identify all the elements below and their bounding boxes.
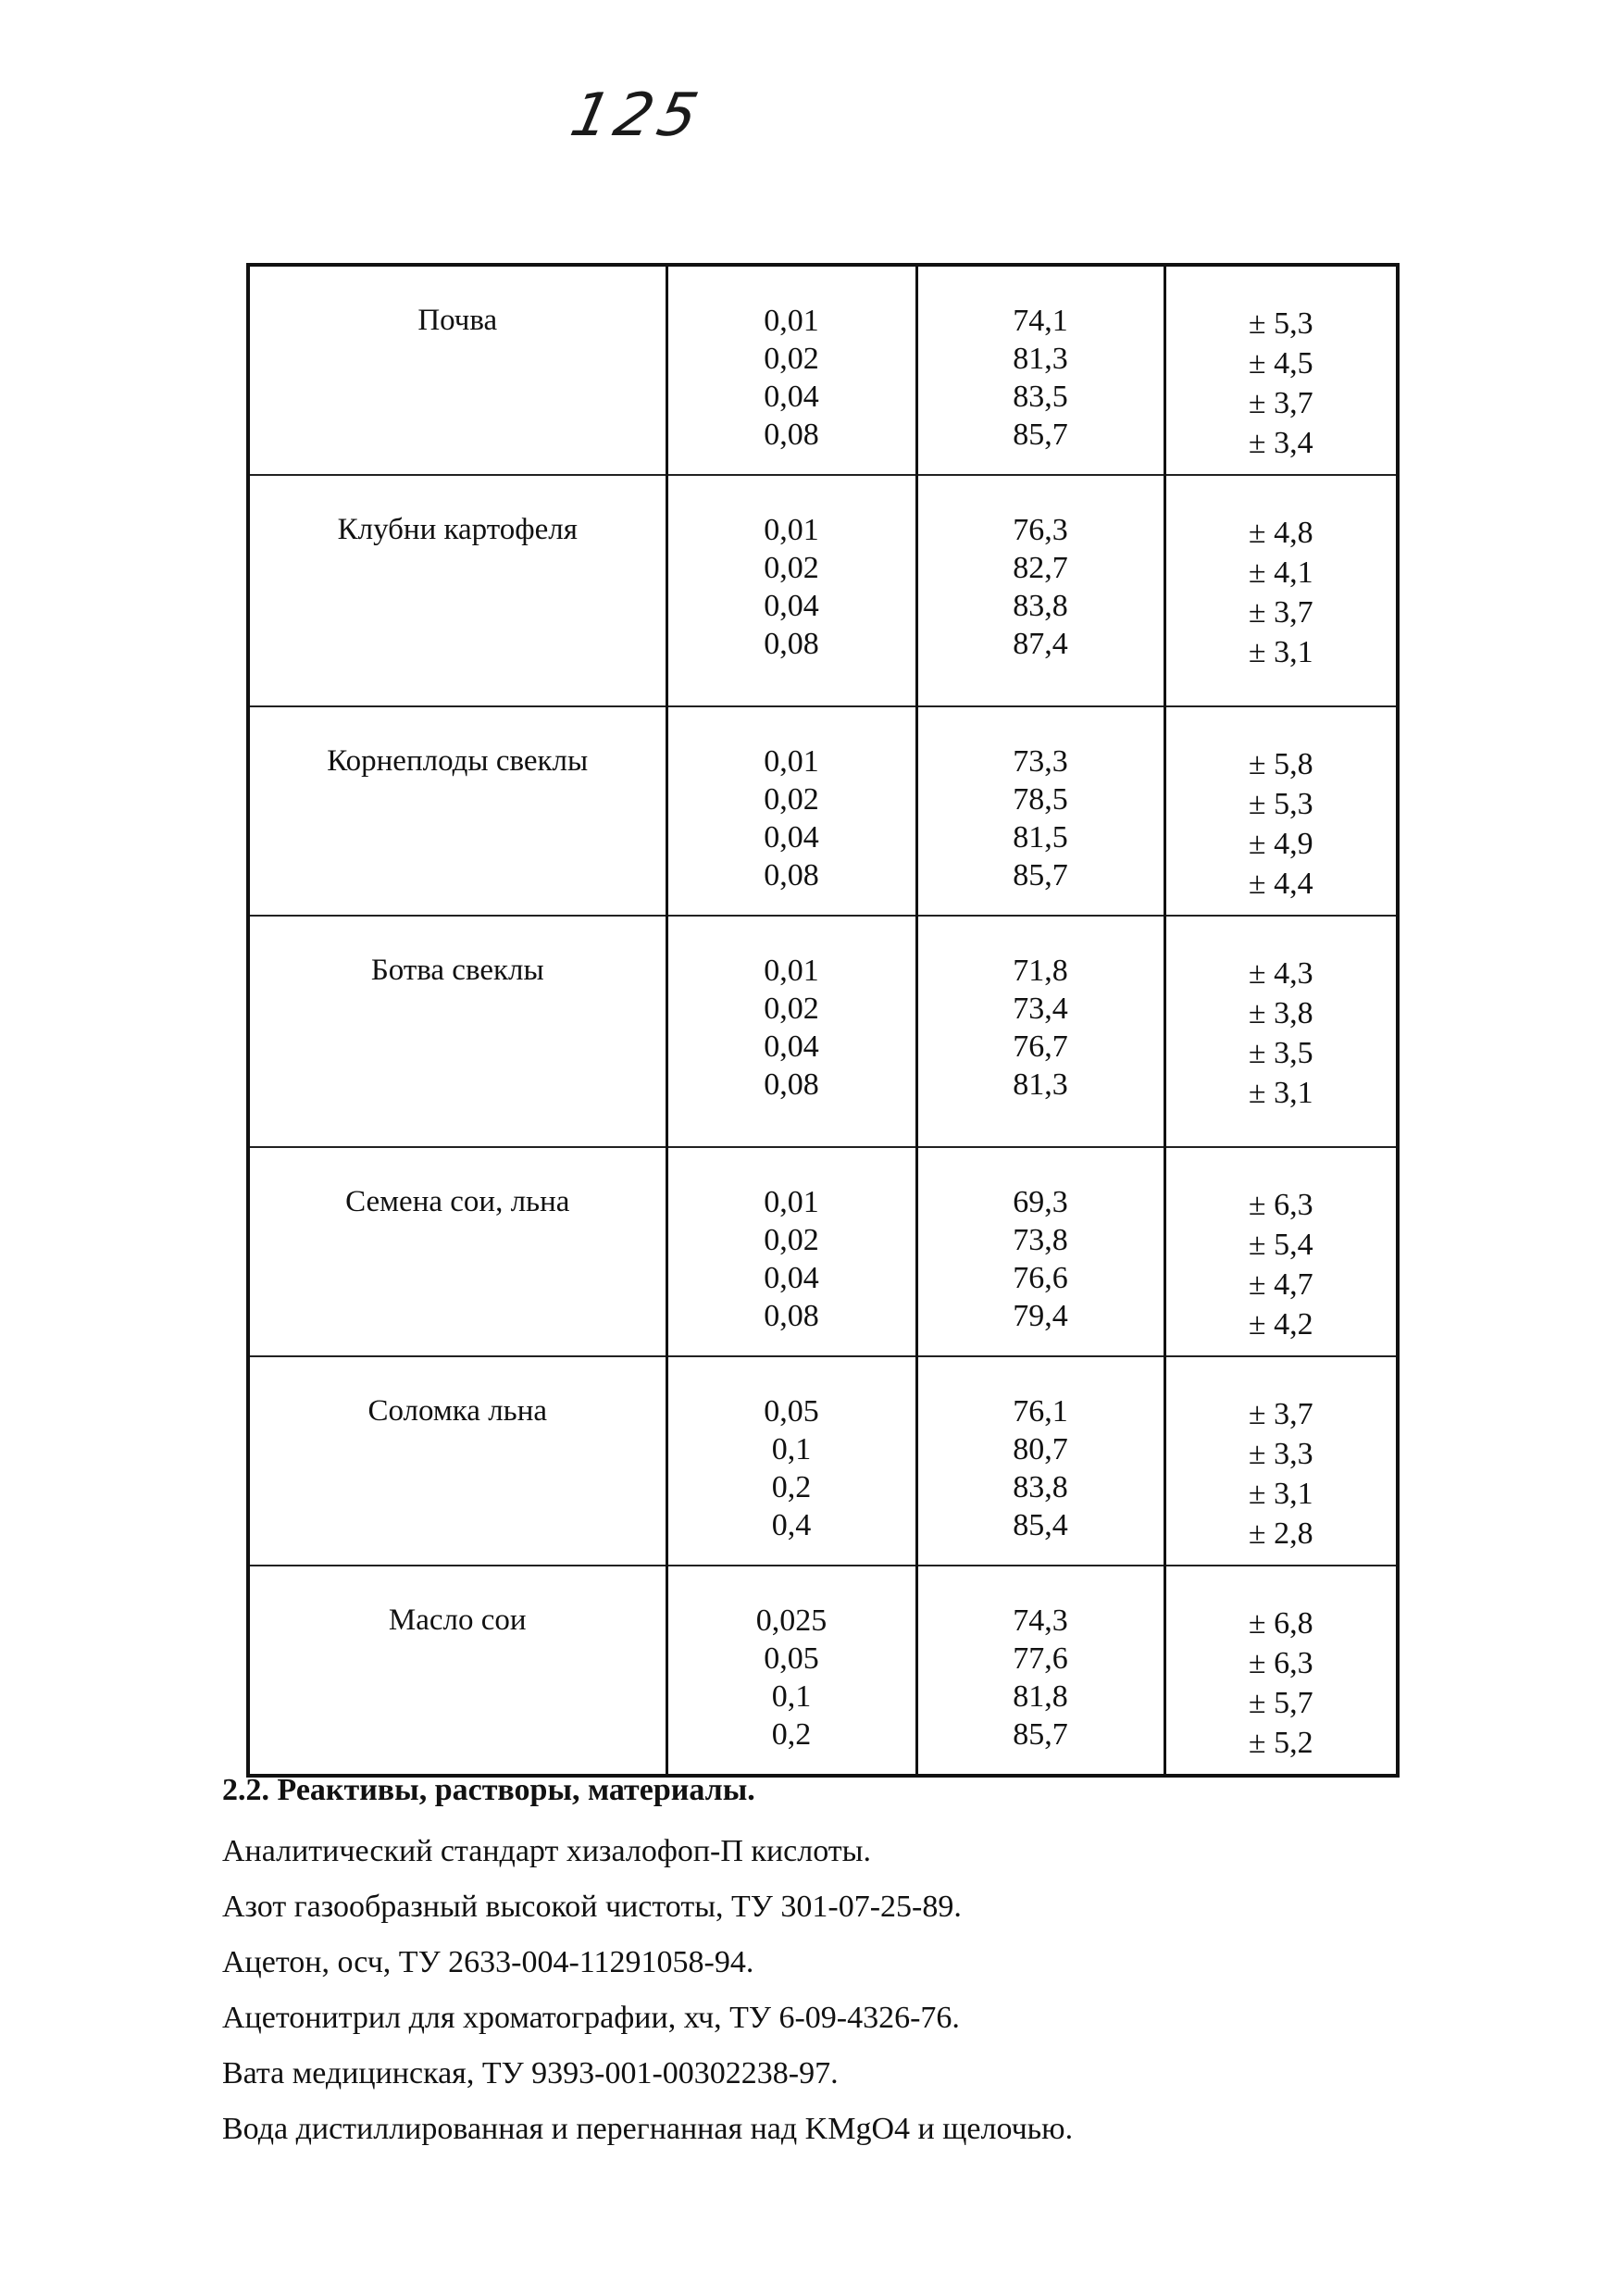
table-row [248,916,1398,1147]
deviation-value: ± 4,9 [1248,827,1313,861]
recovery-value: 78,5 [1013,782,1068,817]
deviation-value: ± 3,1 [1248,635,1313,669]
recovery-value: 83,5 [1013,380,1068,414]
deviation-value: ± 5,8 [1248,747,1313,781]
recovery-value: 77,6 [1013,1641,1068,1676]
concentration-value: 0,025 [755,1603,828,1638]
page-number: 125 [565,81,710,150]
table-row [248,1356,1398,1566]
recovery-cell [916,1566,1164,1776]
recovery-value: 81,3 [1013,1067,1068,1102]
concentration-value: 0,08 [764,418,819,452]
deviation-value: ± 3,4 [1248,426,1313,460]
recovery-value: 74,1 [1013,304,1068,338]
reagent-line: Ацетонитрил для хроматографии, хч, ТУ 6-09-4326-76. [222,2001,960,2035]
deviation-value: ± 3,7 [1248,1397,1313,1431]
recovery-value: 73,8 [1013,1223,1068,1257]
sample-name: Семена сои, льна [345,1185,570,1218]
table-row [248,1566,1398,1776]
concentration-value: 0,04 [764,380,819,414]
recovery-value: 76,1 [1013,1394,1068,1429]
deviation-cell [1164,1147,1398,1356]
concentration-value: 0,04 [764,589,819,623]
deviation-value: ± 5,2 [1248,1726,1313,1760]
concentration-value: 0,2 [771,1717,812,1752]
recovery-value: 87,4 [1013,627,1068,661]
deviation-value: ± 3,5 [1248,1036,1313,1070]
table-row [248,475,1398,706]
concentration-cell [666,706,916,916]
concentration-value: 0,05 [764,1394,819,1429]
recovery-cell [916,475,1164,706]
deviation-value: ± 4,1 [1248,555,1313,590]
table-row [248,1147,1398,1356]
recovery-value: 81,3 [1013,342,1068,376]
concentration-cell [666,1147,916,1356]
concentration-value: 0,02 [764,551,819,585]
concentration-value: 0,02 [764,992,819,1026]
recovery-value: 80,7 [1013,1432,1068,1466]
concentration-cell [666,475,916,706]
concentration-value: 0,08 [764,1299,819,1333]
deviation-value: ± 2,8 [1248,1516,1313,1551]
recovery-value: 79,4 [1013,1299,1068,1333]
recovery-value: 71,8 [1013,954,1068,988]
recovery-cell [916,265,1164,475]
recovery-cell [916,1356,1164,1566]
deviation-value: ± 5,7 [1248,1686,1313,1720]
recovery-value: 82,7 [1013,551,1068,585]
concentration-value: 0,08 [764,858,819,892]
concentration-value: 0,04 [764,1261,819,1295]
concentration-cell [666,1566,916,1776]
sample-name-cell [248,475,666,706]
deviation-value: ± 5,3 [1248,306,1313,341]
deviation-value: ± 4,7 [1248,1267,1313,1302]
concentration-value: 0,01 [764,954,819,988]
deviation-value: ± 6,3 [1248,1646,1313,1680]
recovery-value: 74,3 [1013,1603,1068,1638]
sample-name: Масло сои [388,1603,527,1637]
recovery-value: 76,3 [1013,513,1068,547]
recovery-cell [916,1147,1164,1356]
table-body [248,265,1398,1776]
reagent-line: Аналитический стандарт хизалофоп-П кислоты. [222,1834,871,1868]
sample-name-cell [248,1566,666,1776]
sample-name: Клубни картофеля [337,513,578,546]
sample-name: Корнеплоды свеклы [327,744,589,778]
sample-name-cell [248,1147,666,1356]
reagent-line: Ацетон, осч, ТУ 2633-004-11291058-94. [222,1945,754,1979]
reagent-line: Азот газообразный высокой чистоты, ТУ 301-07-25-89. [222,1890,962,1924]
deviation-value: ± 4,5 [1248,346,1313,381]
deviation-value: ± 4,8 [1248,516,1313,550]
recovery-value: 76,6 [1013,1261,1068,1295]
recovery-value: 81,5 [1013,820,1068,855]
deviation-value: ± 5,3 [1248,787,1313,821]
deviation-value: ± 3,1 [1248,1076,1313,1110]
deviation-value: ± 3,7 [1248,595,1313,630]
concentration-value: 0,01 [764,1185,819,1219]
sample-name-cell [248,1356,666,1566]
recovery-value: 69,3 [1013,1185,1068,1219]
sample-name-cell [248,265,666,475]
deviation-cell [1164,916,1398,1147]
concentration-value: 0,08 [764,1067,819,1102]
recovery-value: 85,4 [1013,1508,1068,1542]
deviation-value: ± 4,2 [1248,1307,1313,1341]
recovery-value: 73,3 [1013,744,1068,779]
sample-name-cell [248,916,666,1147]
recovery-table [246,263,1400,1778]
concentration-cell [666,916,916,1147]
recovery-value: 85,7 [1013,1717,1068,1752]
concentration-value: 0,01 [764,304,819,338]
recovery-value: 81,8 [1013,1679,1068,1714]
reagents-section [222,1770,1425,2165]
recovery-value: 85,7 [1013,858,1068,892]
concentration-value: 0,02 [764,342,819,376]
deviation-cell [1164,475,1398,706]
recovery-value: 83,8 [1013,589,1068,623]
recovery-value: 85,7 [1013,418,1068,452]
deviation-value: ± 6,8 [1248,1606,1313,1641]
table-row [248,265,1398,475]
reagent-line: Вата медицинская, ТУ 9393-001-00302238-97. [222,2056,839,2090]
recovery-value: 83,8 [1013,1470,1068,1504]
concentration-value: 0,08 [764,627,819,661]
concentration-value: 0,01 [764,744,819,779]
deviation-value: ± 4,3 [1248,956,1313,991]
deviation-value: ± 3,1 [1248,1477,1313,1511]
deviation-value: ± 4,4 [1248,867,1313,901]
concentration-value: 0,1 [771,1432,812,1466]
concentration-value: 0,4 [771,1508,812,1542]
deviation-cell [1164,265,1398,475]
deviation-value: ± 6,3 [1248,1188,1313,1222]
sample-name: Ботва свеклы [370,954,544,987]
sample-name: Соломка льна [367,1394,548,1428]
deviation-cell [1164,706,1398,916]
concentration-value: 0,1 [771,1679,812,1714]
concentration-value: 0,02 [764,782,819,817]
recovery-value: 73,4 [1013,992,1068,1026]
deviation-value: ± 5,4 [1248,1228,1313,1262]
section-heading: 2.2. Реактивы, растворы, материалы. [222,1773,755,1807]
deviation-cell [1164,1356,1398,1566]
concentration-value: 0,04 [764,820,819,855]
concentration-value: 0,2 [771,1470,812,1504]
deviation-value: ± 3,8 [1248,996,1313,1030]
recovery-cell [916,706,1164,916]
deviation-cell [1164,1566,1398,1776]
table-row [248,706,1398,916]
deviation-value: ± 3,7 [1248,386,1313,420]
concentration-cell [666,1356,916,1566]
concentration-value: 0,02 [764,1223,819,1257]
recovery-cell [916,916,1164,1147]
concentration-value: 0,05 [764,1641,819,1676]
concentration-value: 0,04 [764,1029,819,1064]
deviation-value: ± 3,3 [1248,1437,1313,1471]
sample-name-cell [248,706,666,916]
concentration-value: 0,01 [764,513,819,547]
sample-name: Почва [417,304,498,337]
concentration-cell [666,265,916,475]
reagent-line: Вода дистиллированная и перегнанная над KMgO4 и щелочью. [222,2112,1074,2146]
recovery-value: 76,7 [1013,1029,1068,1064]
